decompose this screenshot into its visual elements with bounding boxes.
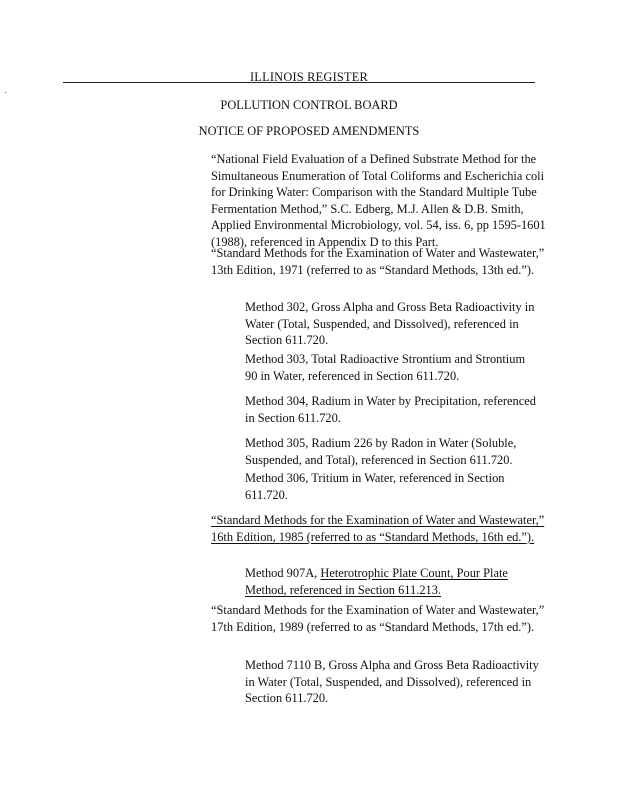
register-title: ILLINOIS REGISTER [249,70,368,84]
scan-speck [5,92,6,93]
reference-standard-methods-17th: “Standard Methods for the Examination of Water and Wastewater,” 17th Edition, 1989 (referred to as “Standard Methods, 17th ed.”). [211,603,545,634]
board-title: POLLUTION CONTROL BOARD [220,98,398,112]
method-306: Method 306, Tritium in Water, referenced in Section 611.720. [245,471,505,502]
notice-title: NOTICE OF PROPOSED AMENDMENTS [198,124,420,138]
reference-standard-methods-16th: “Standard Methods for the Examination of Water and Wastewater,” 16th Edition, 1985 (referred to as “Standard Methods, 16th ed.”). [211,513,545,544]
method-303: Method 303, Total Radioactive Strontium and Strontium 90 in Water, referenced in Section 611.720. [245,352,526,383]
method-302: Method 302, Gross Alpha and Gross Beta Radioactivity in Water (Total, Suspended, and Dissolved), referenced in Section 611.720. [245,300,535,347]
header-rule [63,82,535,83]
method-907a [245,565,540,598]
reference-edberg: “National Field Evaluation of a Defined Substrate Method for the Simultaneous Enumeration of Total Coliforms and Escherichia coli for Drinking Water: Comparison with the Standard Multiple Tube Fermentation Method,” S.C. Edberg, M.J. Allen & D.B. Smith, Applied Environmental Microbiology, vol. 54, iss. 6, pp 1595-1601 (1988), referenced in Appendix D to this Part. [211,152,546,249]
method-907a-underlined: Heterotrophic Plate Count, Pour Plate Method, referenced in Section 611.213. [245,566,508,597]
reference-standard-methods-13th: “Standard Methods for the Examination of Water and Wastewater,” 13th Edition, 1971 (referred to as “Standard Methods, 13th ed.”). [211,246,545,277]
method-907a-prefix: Method 907A, [245,566,321,580]
method-7110b: Method 7110 B, Gross Alpha and Gross Beta Radioactivity in Water (Total, Suspended, and Dissolved), referenced in Section 611.720. [245,658,539,705]
method-304: Method 304, Radium in Water by Precipitation, referenced in Section 611.720. [245,394,536,425]
method-305: Method 305, Radium 226 by Radon in Water (Soluble, Suspended, and Total), referenced in Section 611.720. [245,436,517,467]
